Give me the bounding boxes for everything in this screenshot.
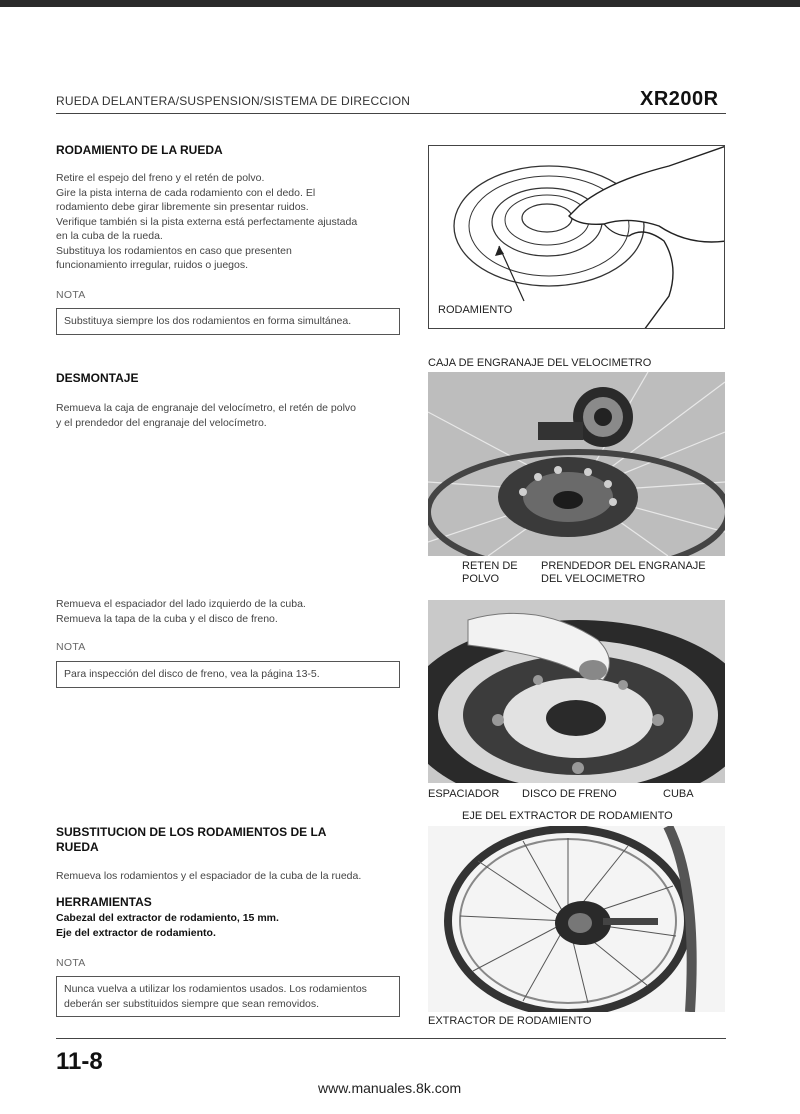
text-line: funcionamiento irregular, ruidos o juegos. bbox=[56, 259, 249, 271]
note-line: Nunca vuelva a utilizar los rodamientos usados. Los rodamientos bbox=[64, 983, 367, 995]
tool-item: Eje del extractor de rodamiento. bbox=[56, 926, 216, 939]
page-number: 11-8 bbox=[56, 1048, 103, 1075]
text-line: Substituya los rodamientos en caso que presenten bbox=[56, 244, 292, 257]
text-line: Remueva el espaciador del lado izquierdo de la cuba. bbox=[56, 598, 306, 610]
text-line: rodamiento debe girar libremente sin presentar ruidos. bbox=[56, 201, 309, 213]
text-line: Gire la pista interna de cada rodamiento con el dedo. El bbox=[56, 186, 316, 199]
figure-label-espaciador: ESPACIADOR bbox=[428, 788, 500, 800]
top-bar bbox=[0, 0, 800, 7]
tools-title: HERRAMIENTAS bbox=[56, 895, 152, 909]
bearing-extractor-photo bbox=[428, 826, 725, 1012]
footer-url[interactable]: www.manuales.8k.com bbox=[318, 1080, 462, 1096]
section-header: RUEDA DELANTERA/SUSPENSION/SISTEMA DE DIRECCION bbox=[56, 94, 411, 108]
title-line: RUEDA bbox=[56, 840, 99, 854]
nota-label: NOTA bbox=[56, 641, 86, 653]
figure-label-eje: EJE DEL EXTRACTOR DE RODAMIENTO bbox=[462, 810, 673, 822]
note-box bbox=[56, 976, 400, 1017]
figure-label-extractor: EXTRACTOR DE RODAMIENTO bbox=[428, 1015, 592, 1027]
desmontaje-title: DESMONTAJE bbox=[56, 371, 139, 385]
replace-title bbox=[56, 825, 326, 855]
text-line: Verifique también si la pista externa está perfectamente ajustada bbox=[56, 215, 358, 228]
tool-item: Cabezal del extractor de rodamiento, 15 mm. bbox=[56, 912, 279, 924]
bearing-title: RODAMIENTO DE LA RUEDA bbox=[56, 143, 223, 157]
figure-label-prendedor bbox=[541, 560, 706, 586]
nota-label: NOTA bbox=[56, 957, 86, 969]
brake-disc-photo bbox=[428, 600, 725, 783]
model-title: XR200R bbox=[640, 88, 719, 110]
bearing-drawing bbox=[429, 146, 725, 329]
bearing-figure bbox=[428, 145, 725, 329]
footer-rule bbox=[56, 1038, 726, 1039]
label-line: DEL VELOCIMETRO bbox=[541, 573, 646, 585]
title-line: SUBSTITUCION DE LOS RODAMIENTOS DE LA bbox=[56, 825, 327, 839]
note-box: Para inspección del disco de freno, vea la página 13-5. bbox=[56, 661, 400, 688]
text-line: Retire el espejo del freno y el retén de polvo. bbox=[56, 172, 265, 184]
text-line: en la cuba de la rueda. bbox=[56, 230, 163, 242]
figure-label-disco: DISCO DE FRENO bbox=[522, 788, 617, 800]
note-line: deberán ser substituidos siempre que sean removidos. bbox=[64, 997, 320, 1010]
bearing-text bbox=[56, 171, 357, 273]
nota-label: NOTA bbox=[56, 289, 86, 301]
label-line: RETEN DE bbox=[462, 560, 518, 572]
tools-list bbox=[56, 911, 279, 940]
desmontaje-text bbox=[56, 401, 356, 430]
figure-label-cuba: CUBA bbox=[663, 788, 694, 800]
text-line: Remueva la tapa de la cuba y el disco de freno. bbox=[56, 612, 278, 625]
figure-label-caja: CAJA DE ENGRANAJE DEL VELOCIMETRO bbox=[428, 357, 652, 369]
speedometer-gear-photo bbox=[428, 372, 725, 556]
figure-label-reten bbox=[462, 560, 518, 586]
label-line: PRENDEDOR DEL ENGRANAJE bbox=[541, 560, 706, 572]
figure-label-rodamiento: RODAMIENTO bbox=[438, 304, 513, 316]
replace-text: Remueva los rodamientos y el espaciador de la cuba de la rueda. bbox=[56, 870, 362, 882]
note-box: Substituya siempre los dos rodamientos en forma simultánea. bbox=[56, 308, 400, 335]
header-rule bbox=[56, 113, 726, 114]
text-line: Remueva la caja de engranaje del velocímetro, el retén de polvo bbox=[56, 402, 357, 414]
spacer-text bbox=[56, 597, 306, 626]
text-line: y el prendedor del engranaje del velocímetro. bbox=[56, 416, 267, 429]
label-line: POLVO bbox=[462, 573, 500, 585]
